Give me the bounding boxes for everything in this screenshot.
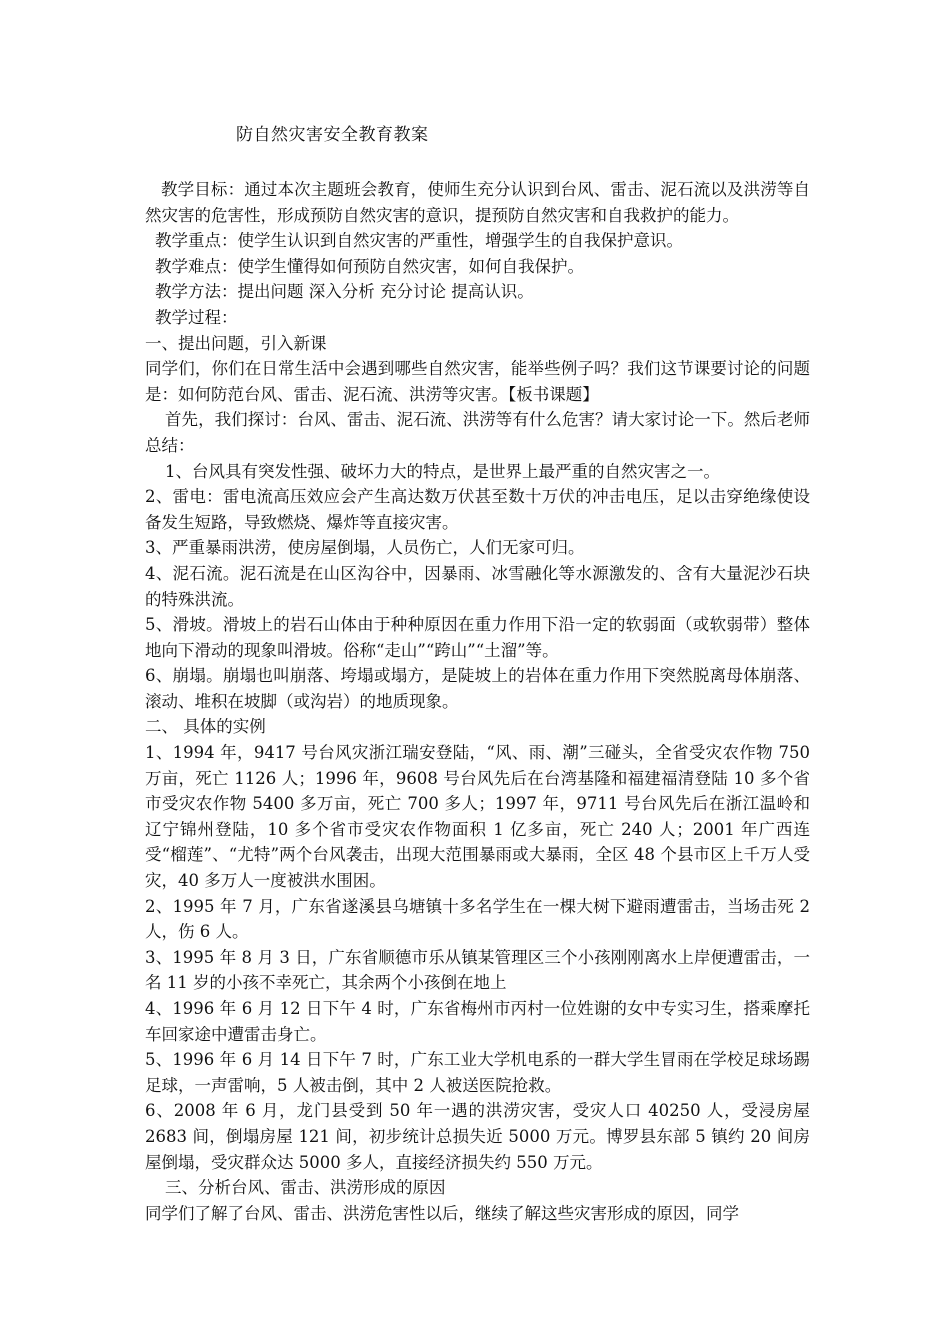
paragraph: 5、1996 年 6 月 14 日下午 7 时，广东工业大学机电系的一群大学生冒雨在学校足球场踢足球，一声雷响，5 人被击倒，其中 2 人被送医院抢救。 — [145, 1050, 810, 1095]
paragraph: 2、雷电：雷电流高压效应会产生高达数万伏甚至数十万伏的冲击电压，足以击穿绝缘使设备发生短路，导致燃烧、爆炸等直接灾害。 — [145, 487, 810, 532]
paragraph: 6、2008 年 6 月，龙门县受到 50 年一遇的洪涝灾害，受灾人口 40250 人，受浸房屋 2683 间，倒塌房屋 121 间，初步统计总损失近 5000 万元。博罗县东部 5 镇约 20 间房屋倒塌，受灾群众达 5000 多人，直接经济损失约 550 万元。 — [145, 1101, 810, 1172]
paragraph: 2、1995 年 7 月，广东省遂溪县乌塘镇十多名学生在一棵大树下避雨遭雷击，当场击死 2 人，伤 6 人。 — [145, 896, 810, 942]
document-title: 防自然灾害安全教育教案 — [236, 125, 429, 145]
paragraph: 教学过程： — [155, 307, 238, 327]
paragraph: 4、泥石流。泥石流是在山区沟谷中，因暴雨、冰雪融化等水源激发的、含有大量泥沙石块的特殊洪流。 — [145, 563, 810, 609]
paragraph: 教学目标：通过本次主题班会教育，使师生充分认识到台风、雷击、泥石流以及洪涝等自然灾害的危害性，形成预防自然灾害的意识，提预防自然灾害和自我救护的能力。 — [145, 180, 810, 225]
paragraph: 同学们，你们在日常生活中会遇到哪些自然灾害，能举些例子吗？我们这节课要讨论的问题是：如何防范台风、雷击、泥石流、洪涝等灾害。【板书课题】 — [145, 359, 810, 404]
paragraph: 一、提出问题，引入新课 — [145, 333, 327, 353]
paragraph: 3、1995 年 8 月 3 日，广东省顺德市乐从镇某管理区三个小孩刚刚离水上岸便遭雷击，一名 11 岁的小孩不幸死亡，其余两个小孩倒在地上 — [145, 947, 810, 993]
paragraph: 5、滑坡。滑坡上的岩石山体由于种种原因在重力作用下沿一定的软弱面（或软弱带）整体地向下滑动的现象叫滑坡。俗称“走山”“跨山”“土溜”等。 — [145, 615, 810, 660]
paragraph: 教学重点：使学生认识到自然灾害的严重性，增强学生的自我保护意识。 — [155, 231, 683, 251]
paragraph: 三、分析台风、雷击、洪涝形成的原因 — [165, 1178, 446, 1198]
paragraph: 6、崩塌。崩塌也叫崩落、垮塌或塌方，是陡坡上的岩体在重力作用下突然脱离母体崩落、滚动、堆积在坡脚（或沟岩）的地质现象。 — [145, 666, 810, 711]
paragraph: 3、严重暴雨洪涝，使房屋倒塌，人员伤亡，人们无家可归。 — [145, 538, 585, 558]
paragraph: 1、台风具有突发性强、破坏力大的特点，是世界上最严重的自然灾害之一。 — [165, 461, 720, 481]
document-body — [145, 177, 810, 1226]
paragraph: 教学难点：使学生懂得如何预防自然灾害，如何自我保护。 — [155, 256, 584, 276]
paragraph: 教学方法：提出问题 深入分析 充分讨论 提高认识。 — [155, 282, 534, 302]
paragraph: 4、1996 年 6 月 12 日下午 4 时，广东省梅州市丙村一位姓谢的女中专实习生，搭乘摩托车回家途中遭雷击身亡。 — [145, 999, 810, 1044]
paragraph: 首先，我们探讨：台风、雷击、泥石流、洪涝等有什么危害？请大家讨论一下。然后老师总结： — [145, 410, 810, 455]
paragraph: 同学们了解了台风、雷击、洪涝危害性以后，继续了解这些灾害形成的原因，同学 — [145, 1203, 739, 1223]
paragraph: 二、 具体的实例 — [145, 717, 266, 737]
paragraph: 1、1994 年，9417 号台风灾浙江瑞安登陆，“风、雨、潮”三碰头，全省受灾农作物 750 万亩，死亡 1126 人；1996 年，9608 号台风先后在台湾基隆和福建福清登陆 10 多个省市受灾农作物 5400 多万亩，死亡 700 多人；1997 年，9711 号台风先后在浙江温岭和辽宁锦州登陆，10 多个省市受灾农作物面积 1 亿多亩，死亡 240 人；2001 年广西连受“榴莲”、“尤特”两个台风袭击，出现大范围暴雨或大暴雨，全区 48 个县市区上千万人受灾，40 多万人一度被洪水围困。 — [145, 743, 810, 891]
